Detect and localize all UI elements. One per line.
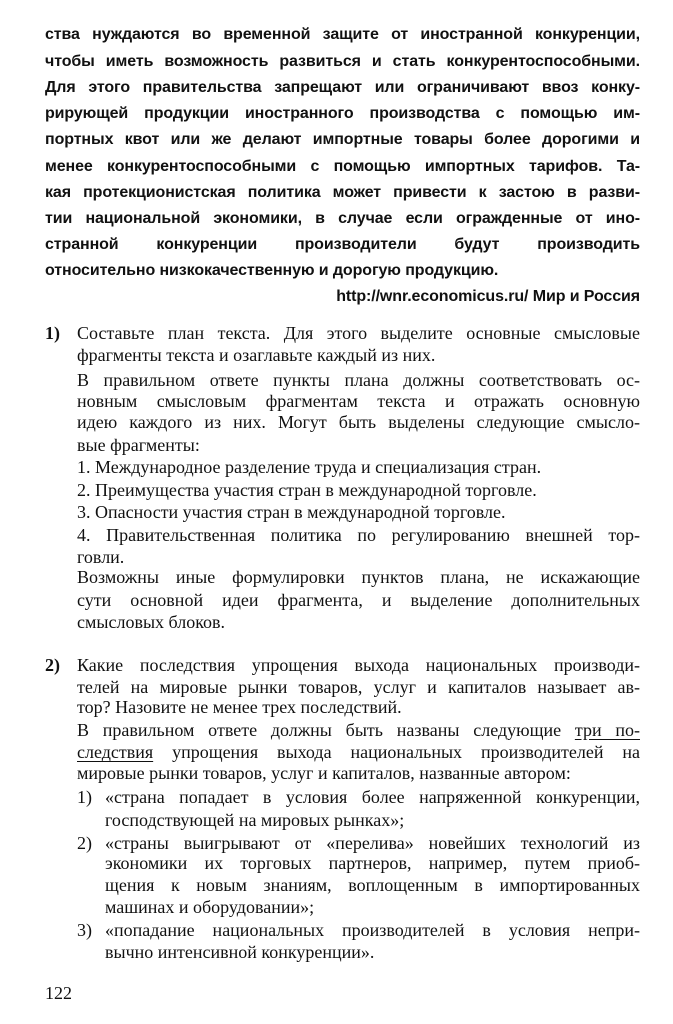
answer-text: Возможны иные формулировки пунктов плана, не искажающие [77,567,640,587]
underlined-text: следствия [77,742,154,762]
answer-text [77,741,640,763]
excerpt-line: ства нуждаются во временной защите от иностранной конкуренции, [45,26,640,43]
underlined-text: три по- [574,720,640,740]
excerpt-line: менее конкурентоспособными с помощью импортных тарифов. Та- [45,158,640,175]
answer-text-segment: упрощения выхода национальных производителей на [172,742,640,762]
item-text: экономики их торговых партнеров, например, путем приоб- [105,853,640,873]
item-number: 1) [77,787,92,807]
answer-text: 2. Преимущества участия стран в международной торговле. [77,480,537,500]
excerpt-line: чтобы иметь возможность развиться и стать конкурентоспособными. [45,53,640,70]
item-text: господствующей на мировых рынках»; [105,810,405,830]
excerpt-line: странной конкуренции производители будут производить [45,236,640,253]
answer-text [77,719,640,741]
item-text: вычно интенсивной конкуренции». [105,942,375,962]
item-text: «попадание национальных производителей в условия непри- [105,920,640,940]
answer-text: мировые рынки товаров, услуг и капиталов, названные автором: [77,763,571,783]
answer-text: смысловых блоков. [77,612,226,632]
question-text: фрагменты текста и озаглавьте каждый из них. [77,345,436,365]
answer-text: 4. Правительственная политика по регулированию внешней тор- [77,525,640,545]
item-number: 3) [77,920,92,940]
question-number: 2) [45,655,60,675]
answer-text: идею каждого из них. Могут быть выделены следующие смысло- [77,412,640,432]
page-number: 122 [45,983,72,1003]
answer-text: новным смысловым фрагментам текста и отражать основную [77,391,640,411]
answer-text: вые фрагменты: [77,435,200,455]
question-text: Какие последствия упрощения выхода национальных производи- [77,655,640,675]
item-text: щения к новым знаниям, воплощенным в импортированных [105,875,640,895]
answer-text: 1. Международное разделение труда и специализация стран. [77,457,542,477]
answer-text-segment: В правильном ответе должны быть названы следующие [77,720,562,740]
excerpt-line: относительно низкокачественную и дорогую продукцию. [45,262,499,279]
excerpt-line: кая протекционистская политика может привести к застою в разви- [45,184,640,201]
question-text: телей на мировые рынки товаров, услуг и капиталов называет ав- [77,677,640,697]
item-text: «страна попадает в условия более напряженной конкуренции, [105,787,640,807]
item-text: «страны выигрывают от «перелива» новейших технологий из [105,833,640,853]
source-citation: http://wnr.economicus.ru/ Мир и Россия [336,288,640,305]
excerpt-line: рирующей продукции иностранного производства с помощью им- [45,105,640,122]
answer-text: говли. [77,547,125,567]
excerpt-line: тии национальной экономики, в случае если огражденные от ино- [45,210,640,227]
question-text: тор? Назовите не менее трех последствий. [77,697,402,717]
answer-text: сути основной идеи фрагмента, и выделение дополнительных [77,590,640,610]
answer-text: В правильном ответе пункты плана должны соответствовать ос- [77,370,640,390]
item-text: машинах и оборудовании»; [105,897,315,917]
excerpt-line: портных квот или же делают импортные товары более дорогими и [45,131,640,148]
excerpt-line: Для этого правительства запрещают или ограничивают ввоз конку- [45,79,640,96]
question-text: Составьте план текста. Для этого выделите основные смысловые [77,323,640,343]
item-number: 2) [77,833,92,853]
answer-text: 3. Опасности участия стран в международной торговле. [77,502,506,522]
question-number: 1) [45,323,60,343]
